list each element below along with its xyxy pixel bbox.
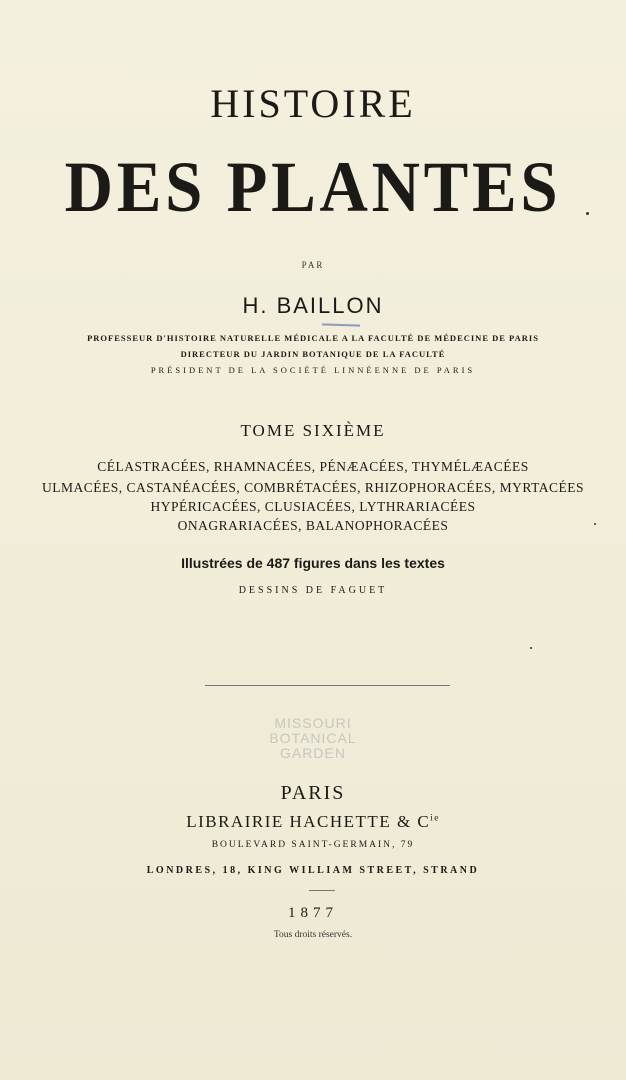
speck [594,523,596,525]
author-credential-3: PRÉSIDENT DE LA SOCIÉTÉ LINNÉENNE DE PARIS [150,365,476,375]
title-line-2: DES PLANTES [64,147,562,227]
library-stamp-line-2: BOTANICAL [269,730,357,746]
ink-underline-mark [322,323,360,326]
divider-rule [205,685,450,686]
families-line-3: HYPÉRICACÉES, CLUSIACÉES, LYTHRARIACÉES [150,499,476,514]
publisher-city: PARIS [280,782,346,804]
publisher-name-superscript: ie [430,812,440,823]
volume-label: TOME SIXIÈME [240,421,386,440]
library-stamp-line-1: MISSOURI [274,715,352,731]
publication-year: 1877 [288,905,338,921]
publisher-name [0,812,626,832]
illustrations-note: Illustrées de 487 figures dans les textes [181,555,445,571]
library-stamp-line-3: GARDEN [280,745,346,761]
families-line-1: CÉLASTRACÉES, RHAMNACÉES, PÉNÆACÉES, THYMÉLÆACÉES [97,459,529,474]
short-rule [309,890,335,891]
speck [530,647,532,649]
drawings-credit: DESSINS DE FAGUET [238,585,388,596]
author-name: H. BAILLON [242,293,384,318]
title-line-1: HISTOIRE [210,81,416,126]
by-label: PAR [301,260,325,270]
publisher-address: BOULEVARD SAINT-GERMAIN, 79 [211,840,415,850]
author-credential-2: DIRECTEUR DU JARDIN BOTANIQUE DE LA FACULTÉ [180,349,446,359]
rights-notice: Tous droits réservés. [273,930,353,940]
speck [586,212,589,215]
london-address: LONDRES, 18, KING WILLIAM STREET, STRAND [146,865,480,876]
author-credential-1: PROFESSEUR D'HISTOIRE NATURELLE MÉDICALE A LA FACULTÉ DE MÉDECINE DE PARIS [87,333,539,343]
families-line-4: ONAGRARIACÉES, BALANOPHORACÉES [177,518,449,533]
families-line-2: ULMACÉES, CASTANÉACÉES, COMBRÉTACÉES, RHIZOPHORACÉES, MYRTACÉES [42,480,584,495]
publisher-name-text: LIBRAIRIE HACHETTE & C [186,812,431,831]
